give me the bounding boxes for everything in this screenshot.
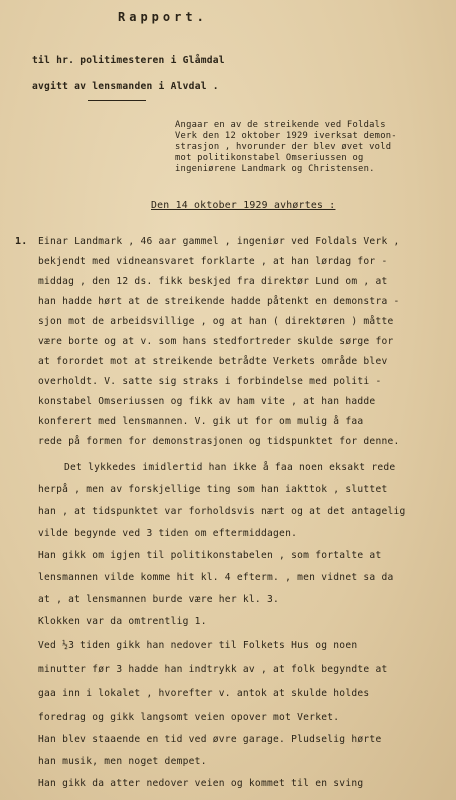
body-line-25: han musik, men noget dempet. <box>38 756 207 767</box>
body-line-4: han hadde hørt at de streikende hadde påtenkt en demonstra - <box>38 296 400 307</box>
subject-line-5: ingeniørene Landmark og Christensen. <box>175 164 375 174</box>
hearing-date: Den 14 oktober 1929 avhørtes : <box>151 200 336 211</box>
body-line-14: han , at tidspunktet var forholdsvis nært og at det antagelig <box>38 506 406 517</box>
body-line-3: middag , den 12 ds. fikk beskjed fra direktør Lund om , at <box>38 276 388 287</box>
subject-line-1: Angaar en av de streikende ved Foldals <box>175 120 386 130</box>
body-line-2: bekjendt med vidneansvaret forklarte , at han lørdag for - <box>38 256 388 267</box>
body-line-23: foredrag og gikk langsomt veien opover mot Verket. <box>38 712 340 723</box>
subject-line-4: mot politikonstabel Omseriussen og <box>175 153 364 163</box>
body-line-12: Det lykkedes imidlertid han ikke å faa noen eksakt rede <box>64 462 396 473</box>
body-line-21: minutter før 3 hadde han indtrykk av , at folk begyndte at <box>38 664 388 675</box>
report-title: Rapport. <box>118 10 208 24</box>
body-line-6: være borte og at v. som hans stedfortreder skulde sørge for <box>38 336 394 347</box>
body-line-22: gaa inn i lokalet , hvorefter v. antok at skulde holdes <box>38 688 370 699</box>
body-line-19: Klokken var da omtrentlig 1. <box>38 616 207 627</box>
body-line-5: sjon mot de arbeidsvillige , og at han ( direktøren ) måtte <box>38 316 394 327</box>
body-line-11: rede på formen for demonstrasjonen og tidspunktet for denne. <box>38 436 400 447</box>
subject-line-3: strasjon , hvorunder der blev øvet vold <box>175 142 392 152</box>
addressee-line: til hr. politimesteren i Glåmdal <box>32 55 225 66</box>
body-line-8: overholdt. V. satte sig straks i forbindelse med politi - <box>38 376 382 387</box>
body-line-1: Einar Landmark , 46 aar gammel , ingeniør ved Foldals Verk , <box>38 236 400 247</box>
body-line-20: Ved ½3 tiden gikk han nedover til Folkets Hus og noen <box>38 640 358 651</box>
body-line-15: vilde begynde ved 3 tiden om eftermiddagen. <box>38 528 298 539</box>
body-line-18: at , at lensmannen burde være her kl. 3. <box>38 594 280 605</box>
body-line-7: at forordet mot at streikende betrådte Verkets område blev <box>38 356 388 367</box>
sender-line: avgitt av lensmanden i Alvdal . <box>32 81 219 92</box>
body-line-24: Han blev staaende en tid ved øvre garage. Pludselig hørte <box>38 734 382 745</box>
divider <box>88 100 146 101</box>
body-line-26: Han gikk da atter nedover veien og kommet til en sving <box>38 778 364 789</box>
subject-line-2: Verk den 12 oktober 1929 iverksat demon- <box>175 131 397 141</box>
body-line-10: konferert med lensmannen. V. gik ut for om mulig å faa <box>38 416 364 427</box>
body-line-9: konstabel Omseriussen og fikk av ham vite , at han hadde <box>38 396 376 407</box>
body-line-17: lensmannen vilde komme hit kl. 4 efterm. , men vidnet sa da <box>38 572 394 583</box>
item-number: 1. <box>15 236 28 247</box>
body-line-16: Han gikk om igjen til politikonstabelen , som fortalte at <box>38 550 382 561</box>
body-line-13: herpå , men av forskjellige ting som han iakttok , sluttet <box>38 484 388 495</box>
